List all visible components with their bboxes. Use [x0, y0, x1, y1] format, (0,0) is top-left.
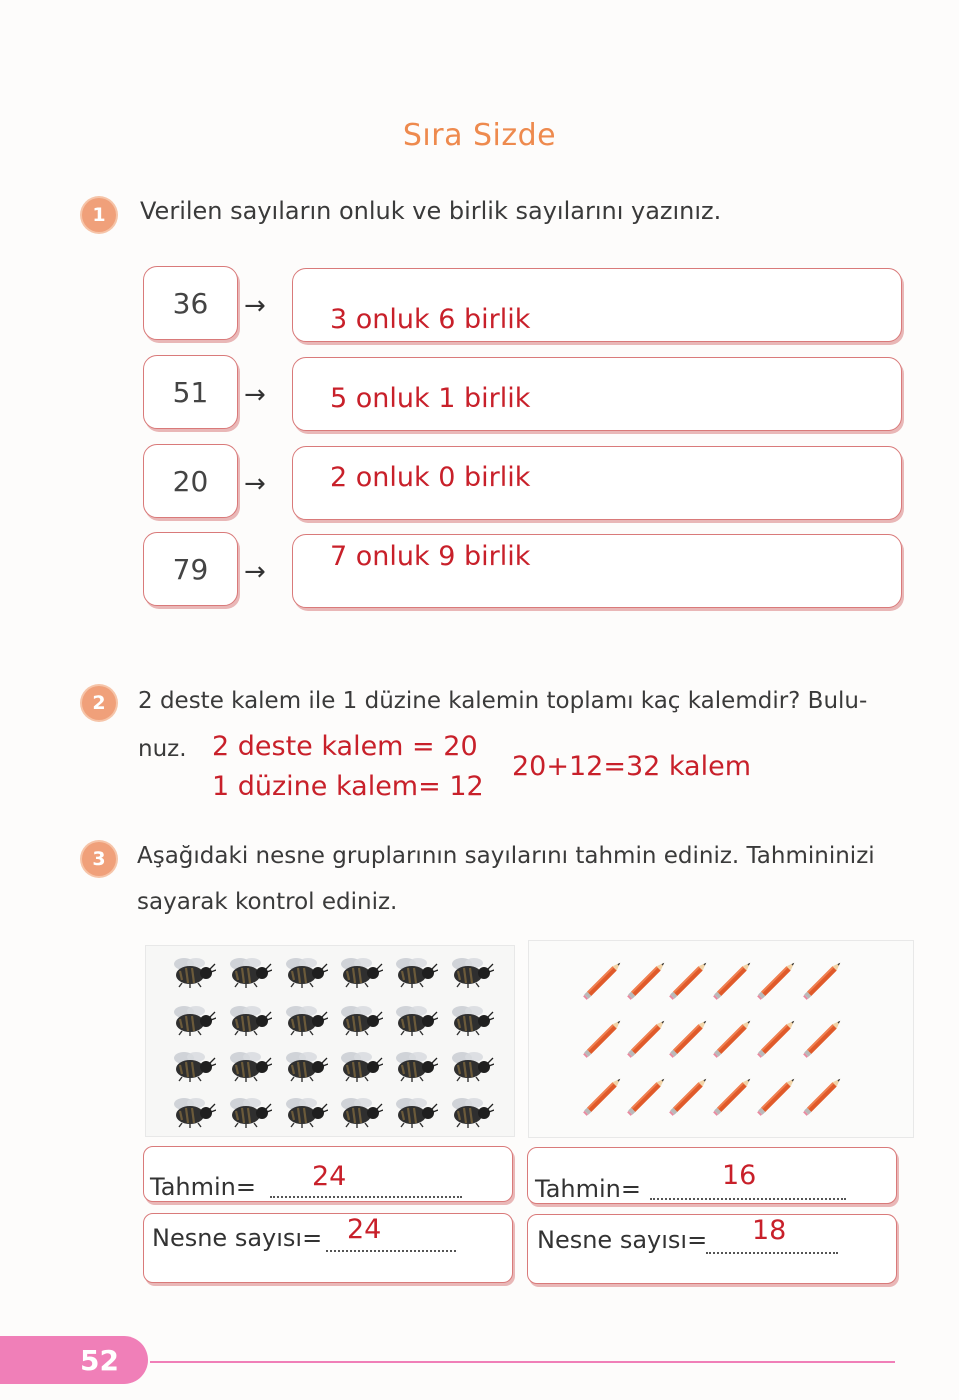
bee-icon — [337, 956, 383, 992]
question-3-badge: 3 — [82, 842, 116, 876]
question-3-line-2: sayarak kontrol ediniz. — [137, 889, 398, 915]
right-guess-label: Tahmin= — [535, 1175, 641, 1203]
page-number: 52 — [80, 1343, 119, 1377]
bee-icon — [282, 1050, 328, 1086]
page-number-tab — [0, 1336, 148, 1384]
bee-icon — [337, 1096, 383, 1132]
answer-text-1: 3 onluk 6 birlik — [330, 304, 531, 335]
answer-deste: 2 deste kalem = 20 — [212, 731, 478, 762]
bee-icon — [448, 956, 494, 992]
left-guess-value: 24 — [312, 1161, 347, 1192]
page-title: Sıra Sizde — [402, 118, 557, 153]
question-2-badge: 2 — [82, 686, 116, 720]
footer-line — [150, 1361, 895, 1363]
left-count-label: Nesne sayısı= — [152, 1224, 323, 1252]
question-1-badge: 1 — [82, 198, 116, 232]
question-2-line-2: nuz. — [138, 736, 187, 762]
pencil-icon — [797, 955, 851, 1007]
number-box-4: 79 — [143, 532, 238, 606]
bee-icon — [170, 1096, 216, 1132]
question-2-line-1: 2 deste kalem ile 1 düzine kalemin toplamı kaç kalemdir? Bulu- — [138, 688, 868, 714]
right-count-label: Nesne sayısı= — [537, 1226, 708, 1254]
arrow-1: → — [244, 291, 266, 321]
right-count-dots — [706, 1252, 838, 1254]
bee-icon — [170, 1050, 216, 1086]
bee-icon — [392, 956, 438, 992]
bee-icon — [448, 1004, 494, 1040]
bee-icon — [170, 1004, 216, 1040]
bee-icon — [226, 956, 272, 992]
bee-icon — [392, 1050, 438, 1086]
bee-icon — [392, 1004, 438, 1040]
bee-icon — [226, 1004, 272, 1040]
number-box-3: 20 — [143, 444, 238, 518]
answer-text-2: 5 onluk 1 birlik — [330, 383, 531, 414]
pencil-group-image — [528, 940, 914, 1138]
right-count-value: 18 — [752, 1215, 787, 1246]
left-guess-label: Tahmin= — [150, 1173, 256, 1201]
answer-duzine: 1 düzine kalem= 12 — [212, 771, 484, 802]
bee-icon — [282, 1096, 328, 1132]
pencil-icon — [797, 1071, 851, 1123]
left-guess-dots — [270, 1196, 462, 1198]
bee-icon — [226, 1050, 272, 1086]
bee-icon — [170, 956, 216, 992]
answer-text-3: 2 onluk 0 birlik — [330, 462, 531, 493]
bee-icon — [282, 1004, 328, 1040]
bee-icon — [282, 956, 328, 992]
number-box-1: 36 — [143, 266, 238, 340]
bee-group-image — [145, 945, 515, 1137]
right-guess-dots — [650, 1198, 846, 1200]
bee-icon — [392, 1096, 438, 1132]
bee-icon — [226, 1096, 272, 1132]
left-count-dots — [326, 1250, 456, 1252]
pencil-icon — [797, 1013, 851, 1065]
bee-icon — [337, 1050, 383, 1086]
arrow-4: → — [244, 557, 266, 587]
bee-icon — [448, 1096, 494, 1132]
right-guess-value: 16 — [722, 1160, 757, 1191]
arrow-3: → — [244, 469, 266, 499]
arrow-2: → — [244, 380, 266, 410]
answer-total: 20+12=32 kalem — [512, 751, 752, 782]
number-box-2: 51 — [143, 355, 238, 429]
bee-icon — [448, 1050, 494, 1086]
answer-text-4: 7 onluk 9 birlik — [330, 541, 531, 572]
question-1-text: Verilen sayıların onluk ve birlik sayılarını yazınız. — [140, 197, 722, 225]
question-3-line-1: Aşağıdaki nesne gruplarının sayılarını tahmin ediniz. Tahmininizi — [137, 843, 875, 869]
left-count-value: 24 — [347, 1214, 382, 1245]
bee-icon — [337, 1004, 383, 1040]
